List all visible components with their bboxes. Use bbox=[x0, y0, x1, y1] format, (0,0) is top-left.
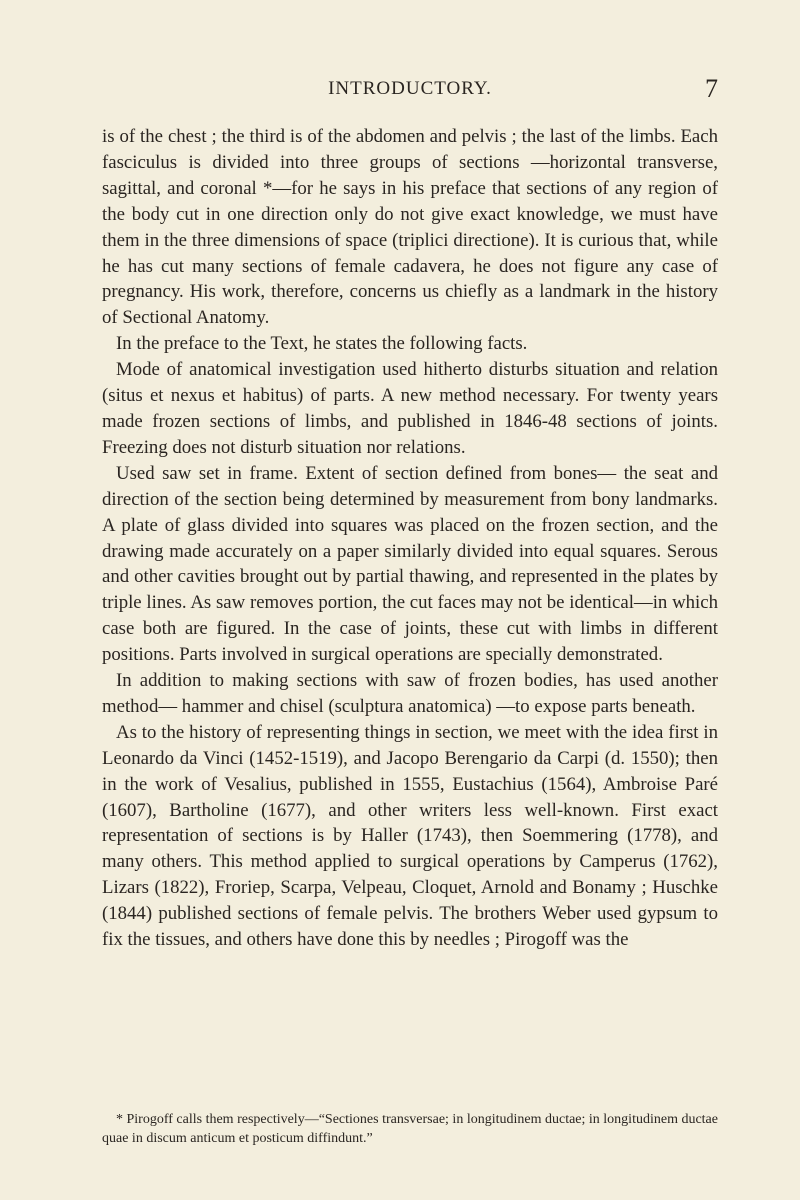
paragraph: is of the chest ; the third is of the abdomen and pelvis ; the last of the limbs. Each fasciculus is divided into three groups of sections —horizontal transverse, sagittal, and coronal *—for he says in his preface that sections of any region of the body cut in one direction only do not give exact knowledge, we must have them in the three dimensions of space (triplici directione). It is curious that, while he has cut many sections of female cadavera, he does not figure any case of pregnancy. His work, therefore, concerns us chiefly as a landmark in the history of Sectional Anatomy. bbox=[102, 126, 718, 329]
page-number: 7 bbox=[705, 74, 718, 103]
paragraph: As to the history of representing things in section, we meet with the idea first in Leonardo da Vinci (1452-1519), and Jacopo Berengario da Carpi (d. 1550); then in the work of Vesalius, published in 1555, Eustachius (1564), Ambroise Paré (1607), Bartholine (1677), and other writers less well-known. First exact representation of sections is by Haller (1743), then Soemmering (1778), and many others. This method applied to surgical operations by Camperus (1762), Lizars (1822), Froriep, Scarpa, Velpeau, Cloquet, Arnold and Bonamy ; Huschke (1844) published sections of female pelvis. The brothers Weber used gypsum to fix the tissues, and others have done this by needles ; Pirogoff was the bbox=[102, 721, 718, 951]
paragraph: In the preface to the Text, he states the following facts. bbox=[116, 333, 528, 355]
body-text bbox=[102, 124, 718, 953]
paragraph: Used saw set in frame. Extent of section defined from bones— the seat and direction of the section being determined by measurement from bony landmarks. A plate of glass divided into squares was placed on the frozen section, and the drawing made accurately on a paper similarly divided into equal squares. Serous and other cavities brought out by partial thawing, and represented in the plates by triple lines. As saw removes portion, the cut faces may not be identical—in which case both are figured. In the case of joints, these cut with limbs in different positions. Parts involved in surgical operations are specially demonstrated. bbox=[102, 462, 718, 666]
running-title: INTRODUCTORY. bbox=[328, 78, 492, 99]
paragraph: In addition to making sections with saw of frozen bodies, has used another method— hammer and chisel (sculptura anatomica) —to expose parts beneath. bbox=[102, 670, 718, 717]
footnote bbox=[102, 1110, 718, 1148]
running-head bbox=[102, 74, 718, 104]
footnote-text: * Pirogoff calls them respectively—“Sectiones transversae; in longitudinem ductae; in longitudinem ductae quae in discum anticum et posticum diffindunt.” bbox=[102, 1112, 718, 1146]
paragraph: Mode of anatomical investigation used hitherto disturbs situation and relation (situs et nexus et habitus) of parts. A new method necessary. For twenty years made frozen sections of limbs, and published in 1846-48 sections of joints. Freezing does not disturb situation nor relations. bbox=[102, 359, 718, 458]
